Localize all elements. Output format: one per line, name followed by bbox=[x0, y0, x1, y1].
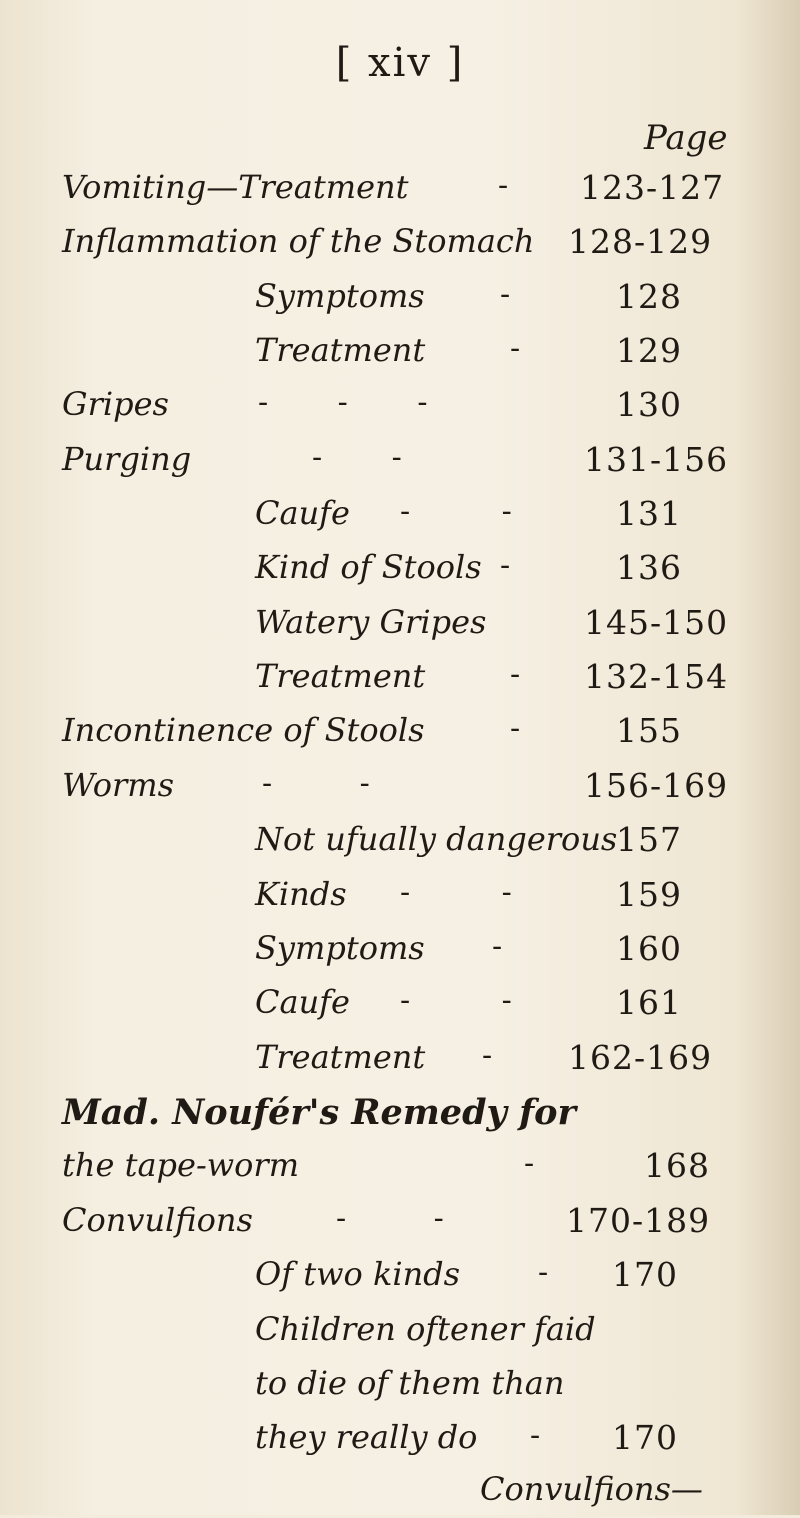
entry-label: Vomiting—Treatment bbox=[62, 168, 409, 206]
entry-dash: - bbox=[492, 929, 503, 964]
index-entry bbox=[0, 766, 800, 814]
entry-label: Convulfions bbox=[62, 1201, 253, 1239]
entry-page: 132-154 bbox=[584, 657, 729, 696]
index-entry bbox=[0, 711, 800, 759]
entry-page: 155 bbox=[616, 711, 682, 750]
index-entry bbox=[0, 548, 800, 596]
entry-dash: - - bbox=[400, 983, 512, 1018]
entry-page: 168 bbox=[644, 1146, 710, 1185]
entry-page: 161 bbox=[616, 983, 682, 1022]
entry-dash: - bbox=[510, 657, 521, 692]
entry-dash: - bbox=[510, 331, 521, 366]
entry-page: 131 bbox=[616, 494, 682, 533]
entry-label: Symptoms bbox=[255, 929, 425, 967]
index-entry bbox=[0, 929, 800, 977]
entry-label: they really do bbox=[255, 1418, 478, 1456]
index-entry bbox=[0, 168, 800, 216]
entry-dash: - - bbox=[400, 494, 512, 529]
index-entry bbox=[0, 1146, 800, 1194]
entry-page: 156-169 bbox=[584, 766, 729, 805]
entry-page: 130 bbox=[616, 385, 682, 424]
index-entry bbox=[0, 657, 800, 705]
index-entry bbox=[0, 603, 800, 651]
entry-label: Not ufually dangerous bbox=[255, 820, 618, 858]
entry-dash: - bbox=[510, 711, 521, 746]
entry-dash: - bbox=[500, 277, 511, 312]
entry-label: Watery Gripes bbox=[255, 603, 487, 641]
entry-label: Worms bbox=[62, 766, 175, 804]
entry-dash: - - bbox=[262, 766, 370, 801]
entry-page: 129 bbox=[616, 331, 682, 370]
entry-label: Inflammation of the Stomach bbox=[62, 222, 535, 260]
entry-dash: - bbox=[530, 1418, 541, 1453]
index-entry bbox=[0, 385, 800, 433]
entry-page: 128 bbox=[616, 277, 682, 316]
entry-label: Of two kinds bbox=[255, 1255, 461, 1293]
entry-dash: - bbox=[498, 168, 509, 203]
index-entry bbox=[0, 820, 800, 868]
entry-page: 160 bbox=[616, 929, 682, 968]
entry-page: 170 bbox=[612, 1255, 678, 1294]
entry-page: 157 bbox=[616, 820, 682, 859]
entry-label: Kinds bbox=[255, 875, 347, 913]
entry-label: Treatment bbox=[255, 657, 426, 695]
entry-label: Treatment bbox=[255, 331, 426, 369]
entry-label: Treatment bbox=[255, 1038, 426, 1076]
index-entry bbox=[0, 1255, 800, 1303]
index-entry bbox=[0, 875, 800, 923]
entry-page: 162-169 bbox=[568, 1038, 713, 1077]
entry-page: 159 bbox=[616, 875, 682, 914]
entry-page: 136 bbox=[616, 548, 682, 587]
entry-label: Purging bbox=[62, 440, 192, 478]
entry-label: Children oftener faid bbox=[255, 1310, 596, 1348]
index-entry bbox=[0, 983, 800, 1031]
page-header: [ xiv ] bbox=[335, 40, 465, 86]
index-entry bbox=[0, 1201, 800, 1249]
entry-page: 123-127 bbox=[580, 168, 725, 207]
index-entry bbox=[0, 1418, 800, 1466]
entry-page: 128-129 bbox=[568, 222, 713, 261]
entry-dash: - bbox=[500, 548, 511, 583]
entry-dash: - bbox=[524, 1146, 535, 1181]
entry-label: to die of them than bbox=[255, 1364, 565, 1402]
entry-label: Incontinence of Stools bbox=[62, 711, 425, 749]
entry-page: 131-156 bbox=[584, 440, 729, 479]
page-column-label: Page bbox=[644, 118, 728, 158]
entry-dash: - - - bbox=[258, 385, 428, 420]
entry-label: Gripes bbox=[62, 385, 169, 423]
index-entry bbox=[0, 331, 800, 379]
entry-dash: - bbox=[538, 1255, 549, 1290]
entry-label: Caufe bbox=[255, 983, 350, 1021]
entry-dash: - - bbox=[400, 875, 512, 910]
entry-label: Mad. Noufér's Remedy for bbox=[62, 1092, 576, 1133]
entry-page: 145-150 bbox=[584, 603, 729, 642]
entry-label: the tape-worm bbox=[62, 1146, 300, 1184]
entry-page: 170-189 bbox=[566, 1201, 711, 1240]
entry-dash: - - bbox=[336, 1201, 444, 1236]
entry-label: Convulfions— bbox=[480, 1470, 703, 1508]
entry-dash: - bbox=[482, 1038, 493, 1073]
index-entry bbox=[0, 1310, 800, 1358]
index-entry bbox=[0, 1038, 800, 1086]
index-entry bbox=[0, 277, 800, 325]
index-entry bbox=[0, 494, 800, 542]
index-entry bbox=[0, 440, 800, 488]
entry-dash: - - bbox=[312, 440, 402, 475]
index-entry bbox=[0, 1470, 800, 1518]
entry-label: Caufe bbox=[255, 494, 350, 532]
entry-page: 170 bbox=[612, 1418, 678, 1457]
entry-label: Kind of Stools bbox=[255, 548, 482, 586]
index-entry bbox=[0, 1364, 800, 1412]
index-entry bbox=[0, 222, 800, 270]
index-entry bbox=[0, 1092, 800, 1140]
entry-label: Symptoms bbox=[255, 277, 425, 315]
